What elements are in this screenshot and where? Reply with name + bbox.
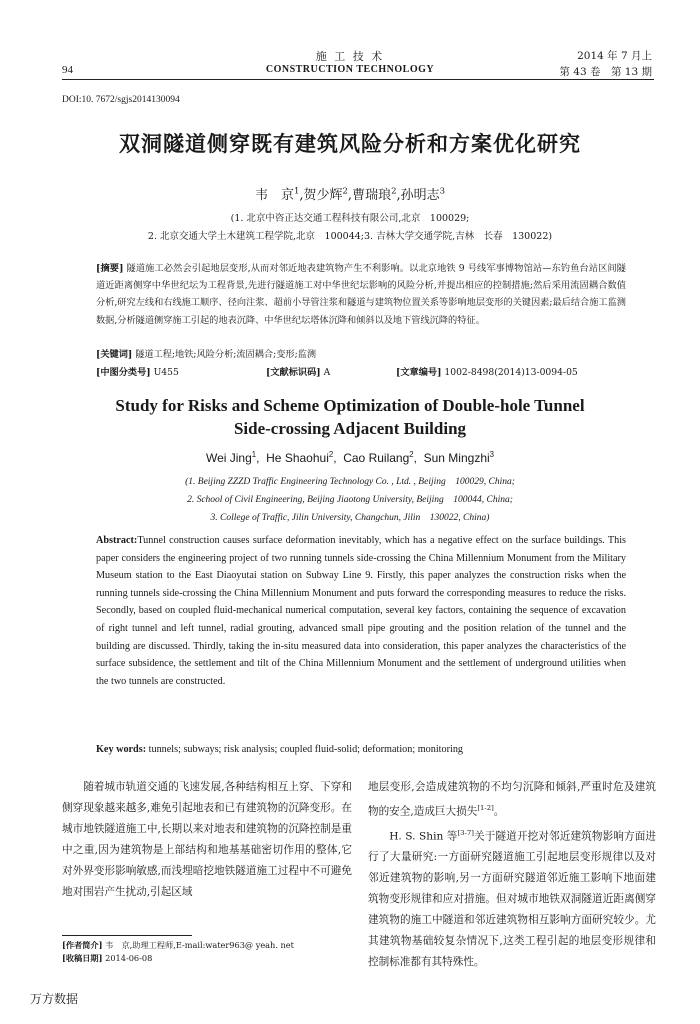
keywords-en: Key words: tunnels; subways; risk analysis; coupled fluid-solid; deformation; monitoring (96, 744, 464, 755)
author-name: 贺少辉 (303, 188, 343, 203)
journal-name-en: CONSTRUCTION TECHNOLOGY (265, 64, 435, 75)
affiliation-cn: (1. 北京中咨正达交通工程科技有限公司,北京 100029; (230, 213, 470, 224)
body-right-column (368, 777, 656, 973)
abstract-en: Abstract:Tunnel construction causes surface deformation inevitably, which has a negative effect on the surface buildings. This paper considers the engineering project of two running tunnels side-crossing the China Millennium Monument from the Military Museum station to the East Diaoyutai station on Subway Line 9. Firstly, this paper analyzes the construction risks when the running tunnels side-crossing the China Millennium Monument and puts forward the corresponding measures to reduce the risks. Secondly, based on coupled fluid-mechanical numerical computation, several key factors, containing the sequence of excavation of right tunnel and left tunnel, radial grouting, advanced small pipe grouting and the position relation of the tunnel and the building are discussed. Thirdly, taking the in-situ measured data into consideration, this paper analyzes the characteristics of the surface subsidence, the settlement and tilt of the China Millennium Monument and the settlement of underground utilities when the two tunnels are constructed. (96, 535, 626, 687)
abstract-cn: [摘要] 隧道施工必然会引起地层变形,从而对邻近地表建筑物产生不利影响。以北京地铁 9 号线军事博物馆站—东钓鱼台站区间隧道近距离侧穿中华世纪坛为工程背景,先进行隧道施工对中华世纪坛影响的风险分析,并提出相应的控制措施;然后采用流固耦合数值分析,研究左线和右线施工顺序、径向注浆、超前小导管注浆和隧道与建筑物位置关系等影响地层变形的关键因素;最后结合施工监测数据,分析隧道侧穿施工引起的地表沉降、中华世纪坛塔体沉降和倾斜以及地下管线沉降的特征。 (96, 263, 626, 326)
abstract-en-label: Abstract: (96, 535, 138, 546)
body-paragraph: 随着城市轨道交通的飞速发展,各种结构相互上穿、下穿和侧穿现象越来越多,难免引起地表和已有建筑物的沉降变形。在城市地铁隧道施工中,长期以来对地表和建筑物的沉降控制是重中之重,因为建筑物是上部结构和地基基础密切作用的整体,它对外界变形影响敏感,而浅埋暗挖地铁隧道施工过程中不可避免地对围岩产生扰动,引起区域 (62, 781, 352, 898)
affiliation-en: (1. Beijing ZZZD Traffic Engineering Technology Co. , Ltd. , Beijing 100029, China; (185, 477, 515, 487)
issue-date: 2014 年 7 月上 (577, 50, 652, 62)
body-paragraph: 地层变形,会造成建筑物的不均匀沉降和倾斜,严重时危及建筑物的安全,造成巨大损失[1-2]。 (368, 781, 656, 818)
affiliation-cn: 2. 北京交通大学土木建筑工程学院,北京 100044;3. 吉林大学交通学院,吉林 长春 130022) (147, 231, 553, 242)
doi: DOI:10. 7672/sgjs2014130094 (62, 95, 180, 105)
title-cn: 双洞隧道侧穿既有建筑风险分析和方案优化研究 (119, 131, 581, 156)
affiliation-en: 2. School of Civil Engineering, Beijing Jiaotong University, Beijing 100044, China; (187, 495, 513, 505)
body-paragraph: H. S. Shin 等[3-7]关于隧道开挖对邻近建筑物影响方面进行了大量研究:一方面研究隧道施工引起地层变形规律以及对邻近建筑物的影响,另一方面研究隧道邻近施工影响下地面建筑物变形规律和应对措施。但对城市地铁双洞隧道近距离侧穿建筑物的施工中隧道和邻近建筑物相互影响方面研究较少。尤其建筑物基础较复杂情况下,这类工程引起的地层变形规律和控制标准都有其特殊性。 (368, 828, 657, 969)
body-left-column (62, 777, 352, 903)
title-en: Study for Risks and Scheme Optimization of Double-hole Tunnel Side-crossing Adjacent Building (115, 396, 585, 438)
author-name: 孙明志 (400, 188, 440, 203)
author-name: 韦 京 (255, 188, 295, 203)
received-date: [收稿日期] 2014-06-08 (62, 953, 153, 963)
keywords-cn: [关键词] 隧道工程;地铁;风险分析;流固耦合;变形;监测 (96, 349, 317, 360)
footnote-rule (62, 935, 192, 936)
header-rule (62, 79, 654, 80)
authors-cn: 韦 京$^1$,贺少辉$^2$,曹瑞琅$^2$,孙明志$^3$ (255, 185, 445, 203)
page-number: 94 (62, 64, 73, 76)
abstract-cn-label: [摘要] (96, 263, 124, 274)
issue-volume: 第 43 卷 第 13 期 (559, 66, 652, 78)
classification-line: [中图分类号] U455 [文献标识码] A [文章编号] 1002-8498(2014)13-0094-05 (96, 367, 578, 378)
keywords-en-label: Key words: (96, 744, 147, 755)
author-note: [作者简介] 韦 京,助理工程师,E-mail:water963@ yeah. net (62, 940, 294, 950)
authors-en: Wei Jing$^1$, He Shaohui$^2$, Cao Ruilang$^2$, Sun Mingzhi$^3$ (205, 450, 495, 465)
keywords-cn-label: [关键词] (96, 349, 133, 360)
author-name: 曹瑞琅 (352, 188, 392, 203)
affiliation-en: 3. College of Traffic, Jilin University, Changchun, Jilin 130022, China) (210, 513, 490, 523)
source-watermark: 万方数据 (30, 992, 79, 1006)
journal-name-cn: 施 工 技 术 (315, 50, 385, 63)
